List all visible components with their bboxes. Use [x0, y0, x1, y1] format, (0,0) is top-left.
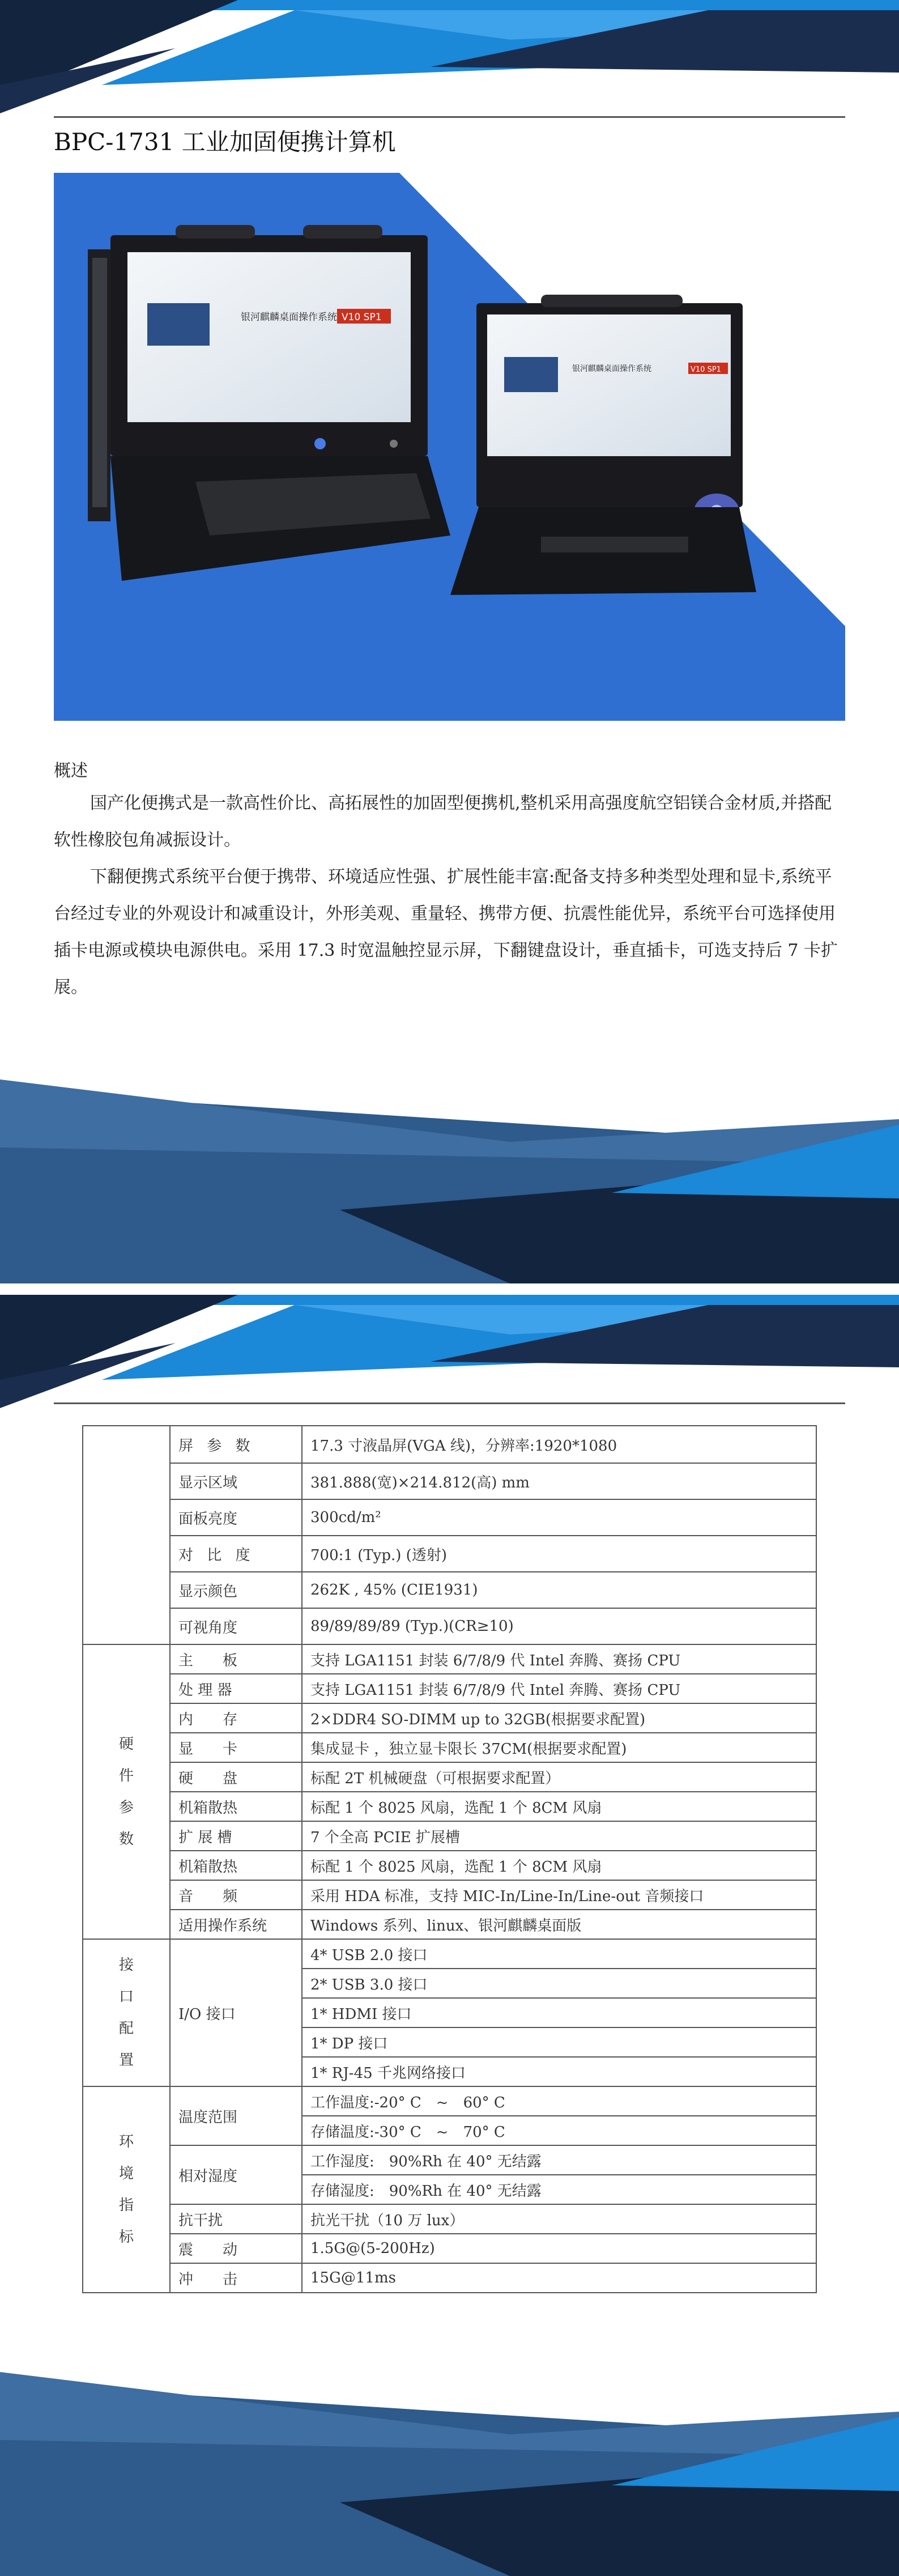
spec-label: 适用操作系统	[170, 1910, 302, 1939]
svg-text:银河麒麟桌面操作系统: 银河麒麟桌面操作系统	[241, 312, 337, 323]
spec-group-interface: 接口配置	[83, 1939, 170, 2086]
header-decoration-top	[0, 0, 899, 113]
spec-label: 显示区域	[170, 1463, 302, 1499]
spec-value: 抗光干扰（10 万 lux）	[302, 2204, 816, 2234]
spec-value: 集成显卡 ，独立显卡限长 37CM(根据要求配置)	[302, 1733, 816, 1762]
footer-decoration-page1	[0, 1079, 899, 1283]
spec-label: 对 比 度	[170, 1536, 302, 1572]
spec-label: I/O 接口	[170, 1939, 302, 2086]
spec-value: 支持 LGA1151 封装 6/7/8/9 代 Intel 奔腾、赛扬 CPU	[302, 1674, 816, 1703]
spec-label: 面板亮度	[170, 1499, 302, 1536]
spec-label: 扩 展 槽	[170, 1821, 302, 1851]
spec-label: 温度范围	[170, 2086, 302, 2145]
large-portable-computer	[88, 225, 450, 581]
spec-value: 15G@11ms	[302, 2263, 816, 2293]
spec-value: 支持 LGA1151 封装 6/7/8/9 代 Intel 奔腾、赛扬 CPU	[302, 1644, 816, 1674]
svg-text:银河麒麟桌面操作系统: 银河麒麟桌面操作系统	[572, 364, 651, 373]
spec-label: 震 动	[170, 2234, 302, 2263]
spec-value: Windows 系列、linux、银河麒麟桌面版	[302, 1910, 816, 1939]
overview-paragraph-1: 国产化便携式是一款高性价比、高拓展性的加固型便携机,整机采用高强度航空铝镁合金材质,并搭配软性橡胶包角减振设计。	[54, 793, 832, 850]
spec-label: 硬 盘	[170, 1762, 302, 1792]
spec-value: 700:1 (Typ.) (透射)	[302, 1536, 816, 1572]
spec-value: 存储温度:-30° C ~ 70° C	[302, 2116, 816, 2145]
spec-label: 主 板	[170, 1644, 302, 1674]
svg-text:V10 SP1: V10 SP1	[691, 365, 721, 374]
spec-label: 冲 击	[170, 2263, 302, 2293]
hero-illustration	[54, 173, 845, 721]
spec-group-hardware: 硬件参数	[83, 1644, 170, 1939]
spec-table	[82, 1425, 817, 2293]
header-decoration-page2	[0, 1295, 899, 1408]
spec-value: 7 个全高 PCIE 扩展槽	[302, 1821, 816, 1851]
overview-paragraph-2: 下翻便携式系统平台便于携带、环境适应性强、扩展性能丰富:配备支持多种类型处理和显卡,系统平台经过专业的外观设计和减重设计，外形美观、重量轻、携带方便、抗震性能优异，系统平台可选择使用插卡电源或模块电源供电。采用 17.3 时宽温触控显示屏，下翻键盘设计，垂直插卡，可选支持后 7 卡扩展。	[54, 867, 838, 997]
spec-value: 1* HDMI 接口	[302, 1998, 816, 2027]
spec-value: 工作湿度: 90%Rh 在 40° 无结露	[302, 2145, 816, 2175]
spec-group-blank	[83, 1426, 170, 1644]
spec-value: 标配 2T 机械硬盘（可根据要求配置）	[302, 1762, 816, 1792]
spec-group-environment: 环境指标	[83, 2086, 170, 2293]
spec-value: 采用 HDA 标准，支持 MIC-In/Line-In/Line-out 音频接口	[302, 1880, 816, 1910]
spec-label: 机箱散热	[170, 1792, 302, 1821]
spec-value: 工作温度:-20° C ~ 60° C	[302, 2086, 816, 2116]
table-divider	[54, 1402, 845, 1404]
spec-value: 存储湿度: 90%Rh 在 40° 无结露	[302, 2175, 816, 2204]
small-portable-computer	[450, 295, 756, 595]
spec-label: 相对湿度	[170, 2145, 302, 2204]
spec-value: 262K , 45% (CIE1931)	[302, 1572, 816, 1608]
overview-heading: 概述	[54, 761, 88, 781]
spec-value: 2×DDR4 SO-DIMM up to 32GB(根据要求配置)	[302, 1703, 816, 1733]
spec-label: 显 卡	[170, 1733, 302, 1762]
spec-label: 可视角度	[170, 1608, 302, 1644]
page-title: BPC-1731 工业加固便携计算机	[54, 128, 396, 156]
footer-decoration-page2	[0, 2372, 899, 2576]
spec-label: 音 频	[170, 1880, 302, 1910]
spec-value: 381.888(宽)×214.812(高) mm	[302, 1463, 816, 1499]
spec-label: 显示颜色	[170, 1572, 302, 1608]
spec-label: 处 理 器	[170, 1674, 302, 1703]
product-hero-image	[54, 173, 845, 721]
title-divider	[54, 116, 845, 118]
spec-value: 1* RJ-45 千兆网络接口	[302, 2057, 816, 2086]
spec-label: 屏 参 数	[170, 1426, 302, 1463]
spec-value: 1* DP 接口	[302, 2027, 816, 2057]
spec-value: 1.5G@(5-200Hz)	[302, 2234, 816, 2263]
spec-value: 标配 1 个 8025 风扇，选配 1 个 8CM 风扇	[302, 1792, 816, 1821]
spec-label: 机箱散热	[170, 1851, 302, 1880]
svg-text:V10 SP1: V10 SP1	[342, 312, 382, 323]
spec-value: 2* USB 3.0 接口	[302, 1969, 816, 1998]
spec-value: 300cd/m²	[302, 1499, 816, 1536]
spec-value: 4* USB 2.0 接口	[302, 1939, 816, 1969]
spec-value: 17.3 寸液晶屏(VGA 线)，分辨率:1920*1080	[302, 1426, 816, 1463]
spec-value: 89/89/89/89 (Typ.)(CR≥10)	[302, 1608, 816, 1644]
spec-label: 抗干扰	[170, 2204, 302, 2234]
spec-label: 内 存	[170, 1703, 302, 1733]
spec-value: 标配 1 个 8025 风扇，选配 1 个 8CM 风扇	[302, 1851, 816, 1880]
